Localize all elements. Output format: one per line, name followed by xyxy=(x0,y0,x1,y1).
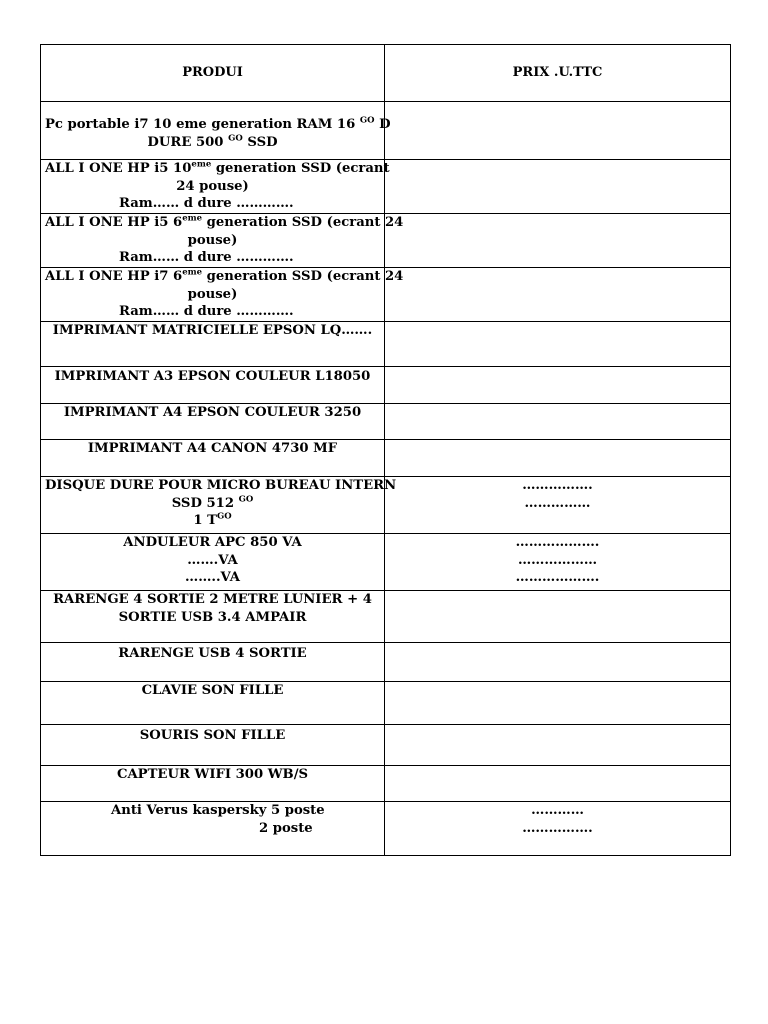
price-placeholder: ………………. xyxy=(515,535,600,550)
price-cell[interactable] xyxy=(385,682,731,725)
price-cell[interactable] xyxy=(385,322,731,367)
product-cell xyxy=(41,159,390,214)
table-row xyxy=(41,682,731,725)
header-row xyxy=(41,45,731,102)
product-text: RARENGE USB 4 SORTIE xyxy=(118,646,307,661)
product-text: pouse) xyxy=(187,286,238,302)
product-cell xyxy=(41,643,385,682)
product-text: Ram…… d dure …………. xyxy=(119,196,294,211)
product-text: Ram…… d dure …………. xyxy=(119,250,294,265)
table-row xyxy=(41,591,731,643)
table-row xyxy=(41,725,731,766)
price-table xyxy=(40,44,731,856)
price-cell[interactable] xyxy=(385,643,731,682)
price-cell[interactable] xyxy=(385,367,731,404)
product-text: 1 T xyxy=(193,513,217,528)
price-cell[interactable] xyxy=(385,404,731,440)
price-placeholder: ……………. xyxy=(522,478,593,493)
product-text: generation SSD (ecrant xyxy=(211,161,390,176)
table-row xyxy=(41,802,731,856)
table-row xyxy=(41,766,731,802)
product-cell xyxy=(41,534,385,591)
table-row xyxy=(41,268,731,322)
product-text: generation SSD (ecrant 24 xyxy=(202,269,404,284)
product-text: SOURIS SON FILLE xyxy=(139,728,286,743)
product-cell xyxy=(41,725,385,766)
table-row xyxy=(41,404,731,440)
table-row xyxy=(41,643,731,682)
price-cell[interactable] xyxy=(385,440,731,477)
superscript-unit: eme xyxy=(191,159,212,170)
product-text: IMPRIMANT A4 EPSON COULEUR 3250 xyxy=(63,405,362,420)
price-cell[interactable] xyxy=(385,214,731,268)
price-cell[interactable] xyxy=(385,802,731,856)
product-text: Anti Verus kaspersky 5 poste xyxy=(111,803,325,818)
superscript-unit: GO xyxy=(216,511,232,522)
price-cell[interactable] xyxy=(385,102,731,160)
table-row xyxy=(41,440,731,477)
product-text: IMPRIMANT A3 EPSON COULEUR L18050 xyxy=(54,369,371,384)
table-row xyxy=(41,367,731,404)
product-text: IMPRIMANT MATRICIELLE EPSON LQ……. xyxy=(52,323,373,338)
product-text: IMPRIMANT A4 CANON 4730 MF xyxy=(87,441,338,456)
product-text: RARENGE 4 SORTIE 2 METRE LUNIER + 4 xyxy=(53,592,372,607)
product-cell xyxy=(41,477,397,534)
product-text: ANDULEUR APC 850 VA xyxy=(123,535,302,550)
product-cell xyxy=(41,440,385,477)
price-placeholder: ……………… xyxy=(517,552,598,568)
table-row xyxy=(41,322,731,367)
product-text: ALL I ONE HP i7 6 xyxy=(45,269,183,284)
product-text: DURE 500 xyxy=(147,134,229,150)
product-text: D xyxy=(374,117,391,132)
superscript-unit: GO xyxy=(228,133,243,144)
price-placeholder: ………………. xyxy=(515,570,600,585)
price-header: PRIX .U.TTC xyxy=(385,45,731,102)
product-cell xyxy=(41,367,385,404)
product-text: DISQUE DURE POUR MICRO BUREAU INTERN xyxy=(45,478,397,493)
price-cell[interactable] xyxy=(385,534,731,591)
table-row xyxy=(41,160,731,214)
table-row xyxy=(41,214,731,268)
superscript-unit: eme xyxy=(182,267,203,278)
product-cell xyxy=(41,322,385,367)
product-text: pouse) xyxy=(187,232,238,248)
product-text: ALL I ONE HP i5 6 xyxy=(45,215,183,230)
product-text: CLAVIE SON FILLE xyxy=(141,683,284,698)
table-row xyxy=(41,534,731,591)
product-header: PRODUI xyxy=(41,45,385,102)
price-placeholder: ………… xyxy=(531,803,584,818)
product-cell xyxy=(41,682,385,725)
superscript-unit: eme xyxy=(182,213,203,224)
product-text: CAPTEUR WIFI 300 WB/S xyxy=(116,767,309,782)
price-cell[interactable] xyxy=(385,160,731,214)
product-cell xyxy=(41,213,404,268)
product-cell xyxy=(41,267,404,322)
price-placeholder: ……………. xyxy=(522,820,593,836)
product-text: …….VA xyxy=(187,552,238,568)
product-cell xyxy=(41,102,391,160)
product-text: ……..VA xyxy=(185,570,240,585)
product-cell xyxy=(41,766,385,802)
product-cell xyxy=(41,591,385,643)
table-row xyxy=(41,102,731,160)
product-text: SSD 512 xyxy=(171,495,239,511)
product-text: Pc portable i7 10 eme generation RAM 16 xyxy=(45,117,360,132)
price-cell[interactable] xyxy=(385,725,731,766)
product-cell xyxy=(41,802,385,856)
table-row xyxy=(41,477,731,534)
price-cell[interactable] xyxy=(385,591,731,643)
price-placeholder: …………… xyxy=(524,495,591,511)
product-cell xyxy=(41,404,385,440)
product-text: Ram…… d dure …………. xyxy=(119,304,294,319)
superscript-unit: GO xyxy=(238,494,254,505)
price-cell[interactable] xyxy=(385,477,731,534)
product-text: generation SSD (ecrant 24 xyxy=(202,215,404,230)
price-cell[interactable] xyxy=(385,766,731,802)
product-text: 24 pouse) xyxy=(176,178,249,194)
product-text: SORTIE USB 3.4 AMPAIR xyxy=(118,609,307,625)
product-text: SSD xyxy=(242,134,278,150)
product-text: ALL I ONE HP i5 10 xyxy=(45,161,192,176)
price-cell[interactable] xyxy=(385,268,731,322)
product-text: 2 poste xyxy=(259,820,313,836)
superscript-unit: GO xyxy=(359,115,375,126)
